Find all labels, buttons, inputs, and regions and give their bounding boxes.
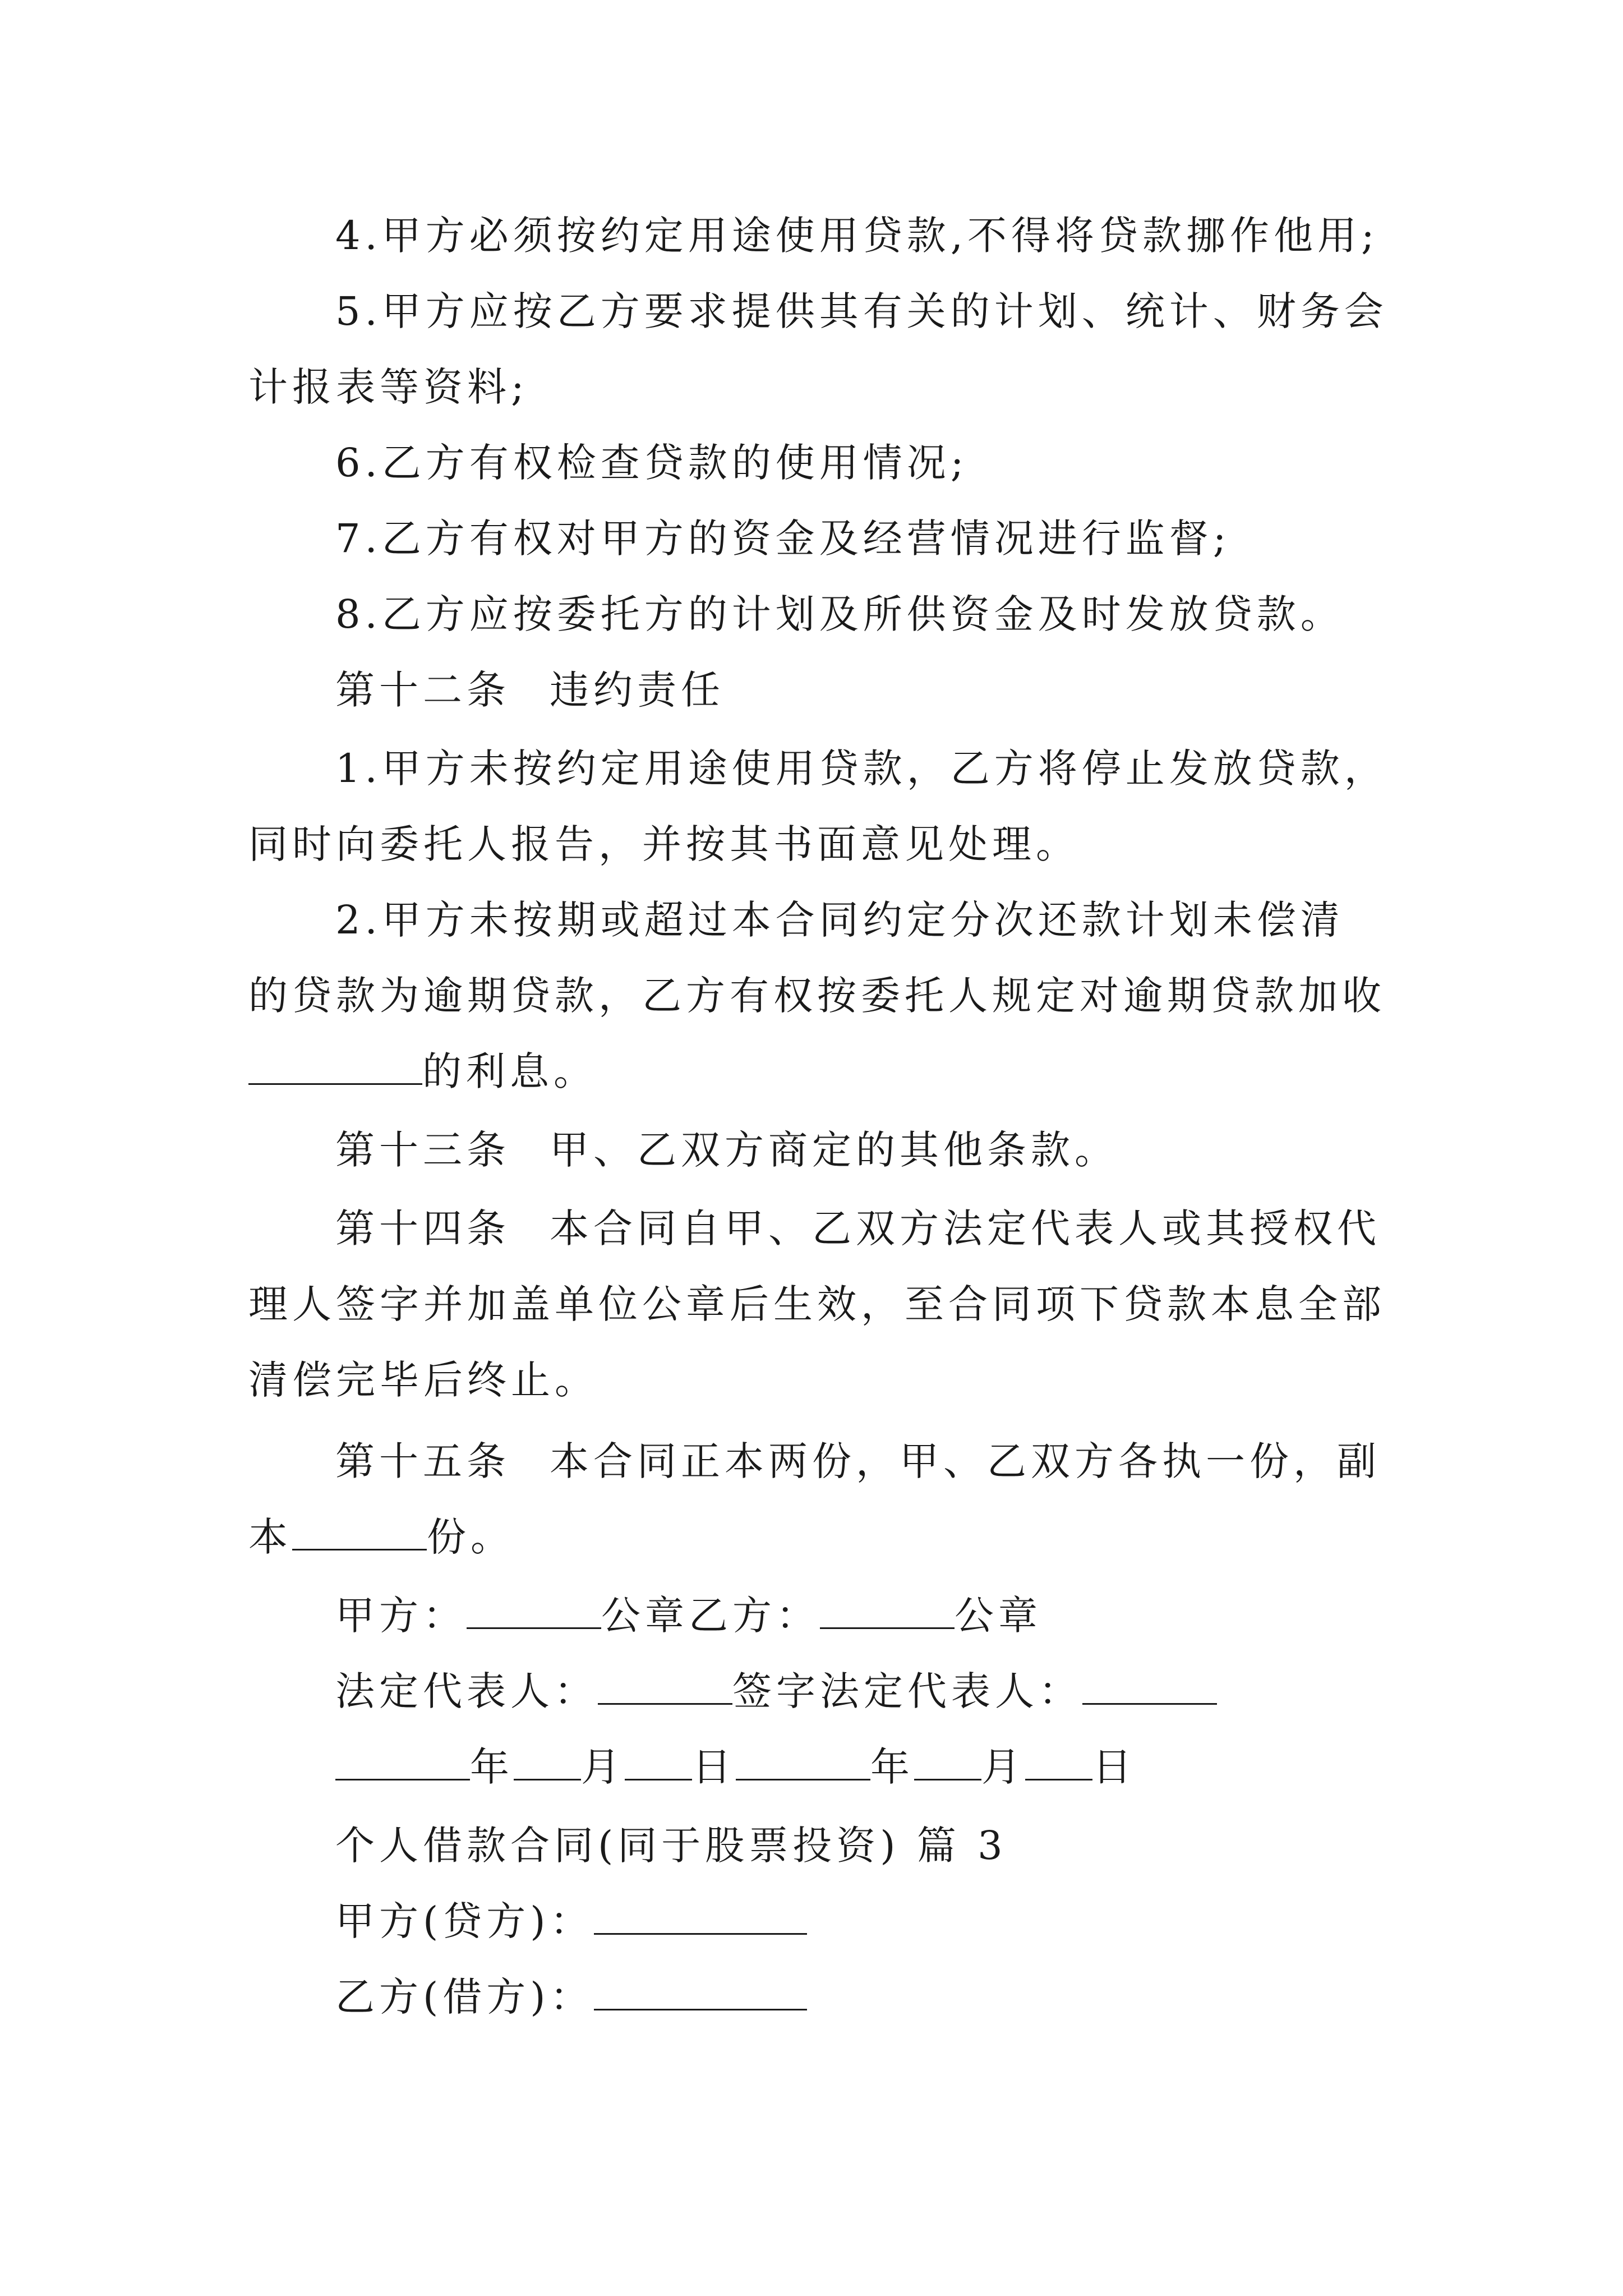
rep-b-blank[interactable] [1082,1666,1217,1705]
liability-1-line2: 同时向委托人报告，并按其书面意见处理。 [248,821,1080,867]
liability-2-suffix: 的利息。 [422,1048,597,1094]
clause-5-line1: 5.甲方应按乙方要求提供其有关的计划、统计、财务会 [335,288,1388,334]
month-a-label: 月 [581,1744,625,1790]
day-a-label: 日 [692,1744,736,1790]
section-3-heading: 个人借款合同(同于股票投资) 篇 3 [335,1823,1007,1869]
clause-7: 7.乙方有权对甲方的资金及经营情况进行监督; [335,516,1231,562]
rep-label: 法定代表人： [335,1668,598,1714]
borrower-blank[interactable] [594,1972,807,2010]
day-b-blank[interactable] [1025,1742,1092,1780]
year-a-label: 年 [470,1744,514,1790]
sign-rep-label: 签字法定代表人： [732,1668,1082,1714]
article-15-prefix: 本 [248,1514,292,1560]
article-14-line1 [335,1200,1381,1257]
seal-party-b-label: 公章乙方： [601,1593,820,1639]
liability-2-line2: 的贷款为逾期贷款，乙方有权按委托人规定对逾期贷款加收 [248,973,1386,1019]
copies-blank[interactable] [292,1512,427,1550]
lender-label: 甲方(贷方)： [335,1898,594,1944]
month-a-blank[interactable] [514,1742,581,1780]
borrower-line [335,1969,807,2025]
article-15-line1 [335,1433,1381,1489]
article-14-line2: 理人签字并加盖单位公章后生效，至合同项下贷款本息全部 [248,1281,1386,1327]
rep-a-blank[interactable] [598,1666,732,1705]
party-a-blank[interactable] [467,1590,601,1629]
article-15-line2 [248,1509,514,1565]
clause-4: 4.甲方必须按约定用途使用贷款,不得将贷款挪作他用; [335,213,1379,259]
article-14-number: 第十四条 [335,1205,510,1251]
year-b-label: 年 [870,1744,914,1790]
party-b-blank[interactable] [820,1590,955,1629]
clause-8: 8.乙方应按委托方的计划及所供资金及时发放贷款。 [335,591,1344,637]
liability-2-line3 [248,1043,597,1099]
seal-label: 公章 [955,1593,1042,1639]
article-15-suffix: 份。 [427,1514,514,1560]
lender-line [335,1893,807,1949]
article-14-text: 本合同自甲、乙双方法定代表人或其授权代 [550,1205,1381,1251]
month-b-blank[interactable] [914,1742,981,1780]
article-13-text: 甲、乙双方商定的其他条款。 [550,1127,1118,1173]
article-12-title: 违约责任 [550,667,725,713]
lender-blank[interactable] [594,1896,807,1935]
article-15-number: 第十五条 [335,1438,510,1484]
year-b-blank[interactable] [736,1742,870,1780]
signature-party-line [335,1588,1042,1644]
party-a-label: 甲方： [335,1593,467,1639]
article-12-number: 第十二条 [335,667,510,713]
day-b-label: 日 [1092,1744,1136,1790]
article-13 [335,1122,1118,1178]
article-12-heading [335,662,725,718]
article-13-number: 第十三条 [335,1127,510,1173]
month-b-label: 月 [981,1744,1025,1790]
clause-6: 6.乙方有权检查贷款的使用情况; [335,440,969,486]
signature-rep-line [335,1663,1217,1719]
article-15-text: 本合同正本两份，甲、乙双方各执一份，副 [550,1438,1381,1484]
article-14-line3: 清偿完毕后终止。 [248,1357,598,1403]
signature-date-line [335,1739,1136,1795]
year-a-blank[interactable] [335,1742,470,1780]
clause-5-line2: 计报表等资料; [248,364,529,410]
liability-1-line1: 1.甲方未按约定用途使用贷款，乙方将停止发放贷款， [335,746,1388,792]
liability-2-line1: 2.甲方未按期或超过本合同约定分次还款计划未偿清 [335,897,1344,943]
borrower-label: 乙方(借方)： [335,1974,594,2020]
day-a-blank[interactable] [625,1742,692,1780]
interest-rate-blank[interactable] [248,1046,422,1085]
